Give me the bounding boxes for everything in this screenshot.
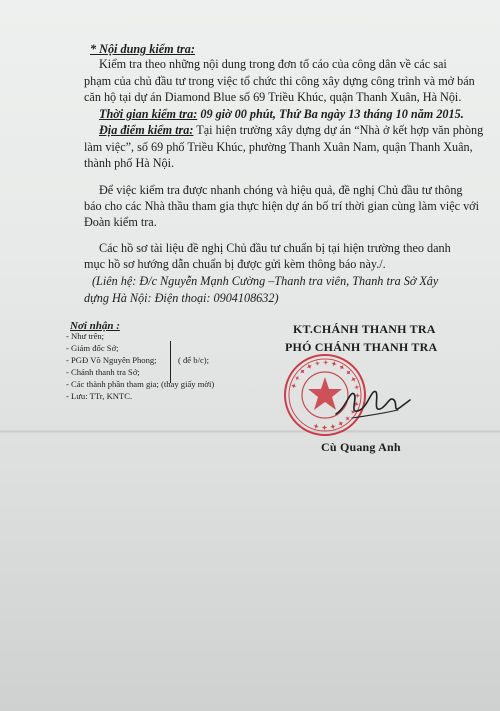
section-heading: * Nội dung kiểm tra: (90, 42, 195, 56)
content-line-1: Kiểm tra theo những nội dung trong đơn tố cáo của công dân về các sai (99, 57, 447, 71)
contact-line-1: (Liên hệ: Đ/c Nguyễn Mạnh Cường –Thanh tra viên, Thanh tra Sở Xây (92, 274, 439, 288)
signature-title-2: PHÓ CHÁNH THANH TRA (285, 340, 438, 354)
recipient-item: - Như trên; (66, 331, 105, 341)
request-line-3: Đoàn kiểm tra. (84, 215, 157, 229)
documents-line-1: Các hồ sơ tài liệu đề nghị Chủ đầu tư chuẩn bị tại hiện trường theo danh (99, 241, 451, 255)
documents-line-2: mục hồ sơ hướng dẫn chuẩn bị được gửi kèm thông báo này./. (84, 257, 386, 271)
content-line-2: phạm của chủ đầu tư trong việc tổ chức thi công xây dựng công trình và mở bán (84, 74, 475, 88)
location-label: Địa điểm kiểm tra: (99, 123, 194, 137)
recipients-bracket (170, 341, 177, 383)
recipient-item: - Lưu: TTr, KNTC. (66, 391, 133, 401)
request-line-1: Để việc kiểm tra được nhanh chóng và hiệu quả, đề nghị Chủ đầu tư thông (99, 183, 463, 197)
signatory-name: Cù Quang Anh (321, 440, 401, 454)
recipients-title: Nơi nhận : (70, 320, 120, 332)
request-line-2: báo cho các Nhà thầu tham gia thực hiện dự án bố trí thời gian cùng làm việc với (84, 199, 479, 213)
location-line-3: thành phố Hà Nội. (84, 156, 175, 170)
location-line-1: Tại hiện trường xây dựng dự án “Nhà ở kết hợp văn phòng (196, 123, 484, 137)
recipient-item: - Các thành phần tham gia; (thay giấy mời) (66, 379, 215, 389)
time-row (99, 106, 464, 122)
recipient-item: - Chánh thanh tra Sở; (66, 367, 140, 377)
bracket-note: ( để b/c); (178, 355, 210, 365)
content-line-3: căn hộ tại dự án Diamond Blue số 69 Triều Khúc, quận Thanh Xuân, Hà Nội. (84, 90, 462, 104)
svg-text:✦ ✦ ✦ ✦ ✦ ✦ ✦ ✦ ✦ ✦ ✦ ✦ ✦ ✦ ✦: ✦ ✦ ✦ ✦ ✦ ✦ ✦ ✦ ✦ ✦ ✦ ✦ ✦ ✦ ✦ ✦ ✦ ✦ ✦ (290, 359, 361, 431)
location-line-2: làm việc”, số 69 phố Triều Khúc, phường Thanh Xuân Nam, quận Thanh Xuân, (84, 140, 473, 154)
recipient-item: - PGĐ Võ Nguyên Phong; (66, 355, 157, 365)
page-fold (0, 430, 500, 433)
signature-title-1: KT.CHÁNH THANH TRA (293, 322, 436, 336)
time-value: 09 giờ 00 phút, Thứ Ba ngày 13 tháng 10 năm 2015. (200, 107, 464, 121)
location-row (99, 122, 483, 138)
time-label: Thời gian kiểm tra: (99, 107, 198, 121)
recipient-item: - Giám đốc Sở; (66, 343, 119, 353)
contact-line-2: dựng Hà Nội: Điện thoại: 0904108632) (84, 291, 279, 305)
handwritten-signature (332, 380, 412, 428)
